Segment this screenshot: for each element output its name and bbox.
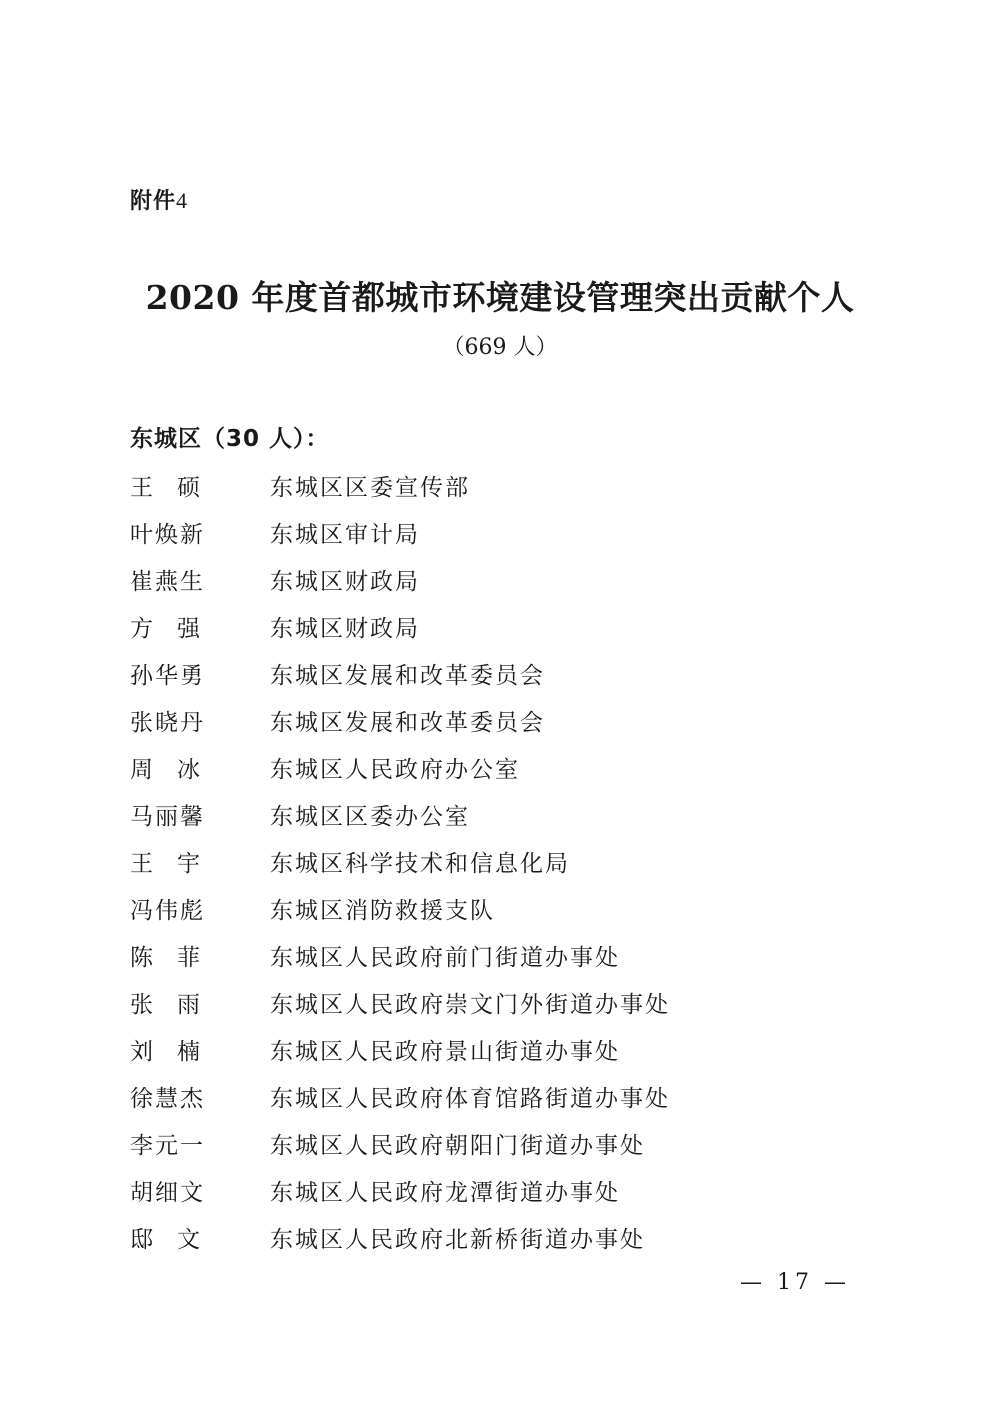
- person-organization: 东城区发展和改革委员会: [270, 710, 545, 736]
- person-organization: 东城区人民政府崇文门外街道办事处: [270, 992, 670, 1018]
- list-item: [130, 509, 830, 556]
- person-name: 马丽馨: [130, 804, 205, 830]
- person-name: 叶焕新: [130, 522, 205, 548]
- list-item: [130, 650, 830, 697]
- person-name: 刘 楠: [130, 1039, 202, 1065]
- list-item: [130, 1167, 830, 1214]
- list-item: [130, 1026, 830, 1073]
- list-item: [130, 979, 830, 1026]
- person-name: 周 冰: [130, 757, 202, 783]
- attachment-label: [130, 184, 188, 215]
- list-item: [130, 744, 830, 791]
- document-title: 2020 年度首都城市环境建设管理突出贡献个人: [145, 278, 855, 317]
- list-item: [130, 838, 830, 885]
- attachment-number: 4: [176, 188, 189, 213]
- person-organization: 东城区区委办公室: [270, 804, 470, 830]
- list-item: [130, 697, 830, 744]
- person-organization: 东城区人民政府办公室: [270, 757, 520, 783]
- person-name: 陈 菲: [130, 945, 202, 971]
- person-name: 胡细文: [130, 1180, 205, 1206]
- list-item: [130, 462, 830, 509]
- list-item: [130, 885, 830, 932]
- list-item: [130, 1120, 830, 1167]
- person-organization: 东城区人民政府龙潭街道办事处: [270, 1180, 620, 1206]
- people-list: [130, 462, 830, 1261]
- person-organization: 东城区财政局: [270, 569, 420, 595]
- person-name: 张晓丹: [130, 710, 205, 736]
- list-item: [130, 1073, 830, 1120]
- section-heading: 东城区（30 人）：: [130, 426, 330, 452]
- person-name: 张 雨: [130, 992, 202, 1018]
- attachment-text: 附件: [130, 189, 177, 214]
- list-item: [130, 603, 830, 650]
- person-organization: 东城区财政局: [270, 616, 420, 642]
- person-name: 孙华勇: [130, 663, 205, 689]
- person-organization: 东城区人民政府北新桥街道办事处: [270, 1227, 645, 1253]
- list-item: [130, 791, 830, 838]
- person-organization: 东城区审计局: [270, 522, 420, 548]
- person-organization: 东城区人民政府体育馆路街道办事处: [270, 1086, 670, 1112]
- list-item: [130, 1214, 830, 1261]
- person-organization: 东城区人民政府前门街道办事处: [270, 945, 620, 971]
- list-item: [130, 932, 830, 979]
- person-name: 李元一: [130, 1133, 205, 1159]
- person-organization: 东城区区委宣传部: [270, 475, 470, 501]
- person-organization: 东城区科学技术和信息化局: [270, 851, 570, 877]
- person-organization: 东城区消防救援支队: [270, 898, 495, 924]
- person-name: 王 硕: [130, 475, 202, 501]
- person-organization: 东城区人民政府景山街道办事处: [270, 1039, 620, 1065]
- page-number: — 17 —: [740, 1270, 850, 1295]
- person-name: 王 宇: [130, 851, 202, 877]
- document-subtitle: （669 人）: [442, 335, 558, 360]
- person-name: 邸 文: [130, 1227, 202, 1253]
- list-item: [130, 556, 830, 603]
- person-name: 崔燕生: [130, 569, 205, 595]
- person-organization: 东城区人民政府朝阳门街道办事处: [270, 1133, 645, 1159]
- person-name: 方 强: [130, 616, 202, 642]
- person-name: 冯伟彪: [130, 898, 205, 924]
- person-name: 徐慧杰: [130, 1086, 205, 1112]
- person-organization: 东城区发展和改革委员会: [270, 663, 545, 689]
